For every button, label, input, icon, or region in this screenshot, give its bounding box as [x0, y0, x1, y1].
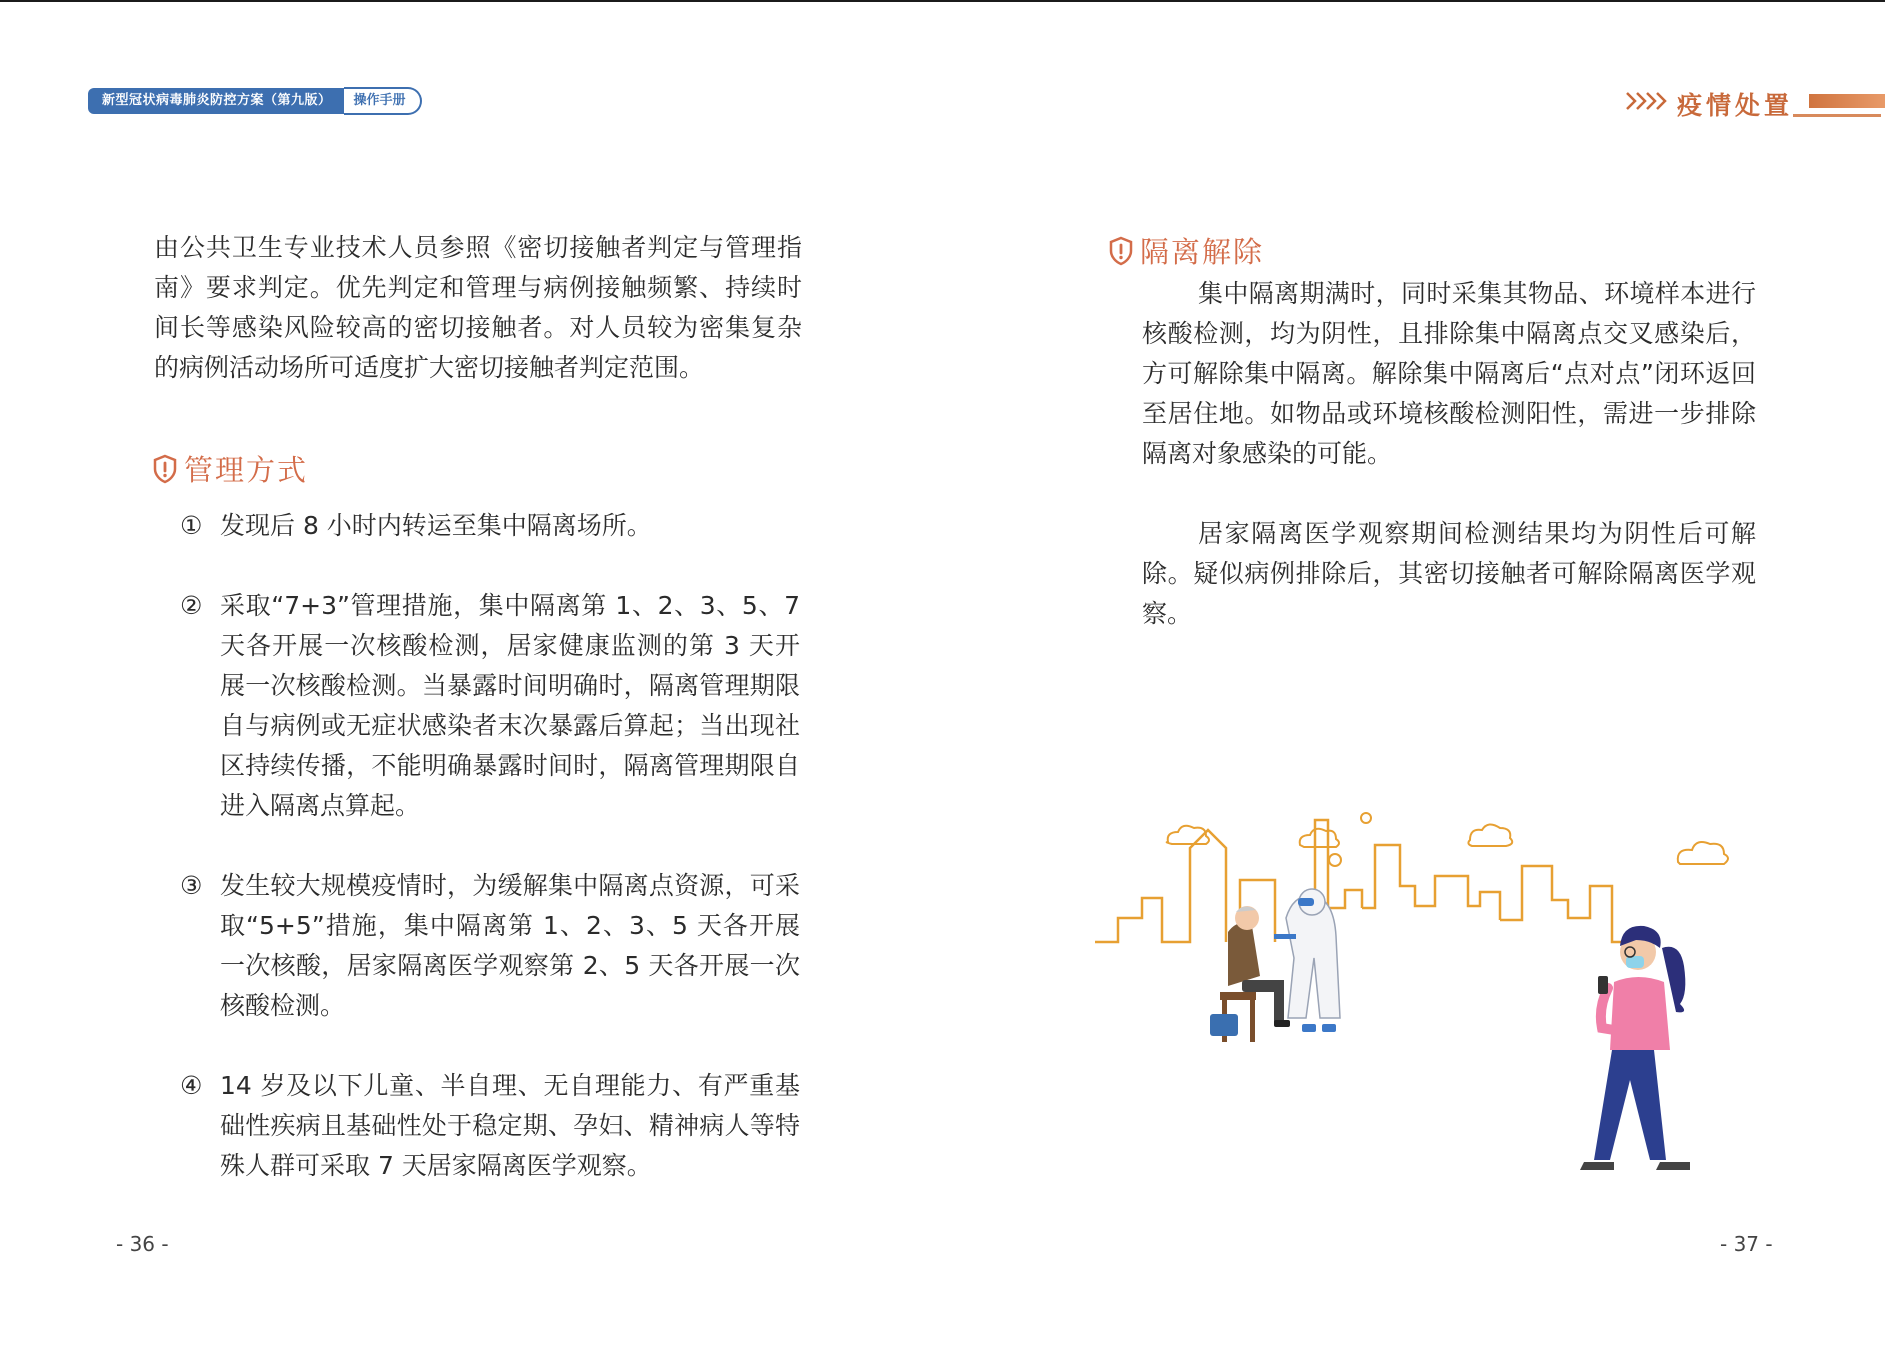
list-item-number: ②	[180, 591, 203, 620]
list-item-text: 发生较大规模疫情时，为缓解集中隔离点资源，可采取“5+5”措施，集中隔离第 1、2、3、5 天各开展一次核酸，居家隔离医学观察第 2、5 天各开展一次核酸检测。	[220, 871, 800, 1020]
list-item-number: ①	[180, 511, 203, 540]
header-accent-line	[1793, 114, 1881, 117]
section-heading-release	[1108, 230, 1264, 271]
page-number-left: - 36 -	[116, 1232, 169, 1256]
right-header	[1625, 84, 1885, 124]
section-heading-text: 管理方式	[184, 453, 309, 487]
list-item	[180, 1066, 800, 1186]
header-chapter-title: 疫情处置	[1677, 91, 1794, 120]
left-header-badge	[88, 86, 422, 116]
section-heading-management	[152, 448, 308, 489]
list-item	[180, 866, 800, 1026]
page-number-right: - 37 -	[1720, 1232, 1773, 1256]
header-book-subtitle: 操作手册	[344, 87, 422, 115]
shield-exclamation-icon	[152, 454, 178, 484]
intro-paragraph: 由公共卫生专业技术人员参照《密切接触者判定与管理指南》要求判定。优先判定和管理与病例接触频繁、持续时间长等感染风险较高的密切接触者。对人员较为密集复杂的病例活动场所可适度扩大密切接触者判定范围。	[154, 233, 802, 382]
list-item-text: 14 岁及以下儿童、半自理、无自理能力、有严重基础性疾病且基础性处于稳定期、孕妇、精神病人等特殊人群可采取 7 天居家隔离医学观察。	[220, 1071, 800, 1180]
header-accent-bar	[1809, 94, 1885, 108]
list-item-text: 采取“7+3”管理措施，集中隔离第 1、2、3、5、7 天各开展一次核酸检测，居家健康监测的第 3 天开展一次核酸检测。当暴露时间明确时，隔离管理期限自与病例或无症状感染者末次暴露后算起；当出现社区持续传播，不能明确暴露时间时，隔离管理期限自进入隔离点算起。	[220, 591, 800, 820]
list-item-number: ③	[180, 871, 203, 900]
nucleic-acid-test-illustration	[1090, 800, 1770, 1200]
list-item-number: ④	[180, 1071, 203, 1100]
release-paragraph-1: 集中隔离期满时，同时采集其物品、环境样本进行核酸检测，均为阴性，且排除集中隔离点交叉感染后，方可解除集中隔离。解除集中隔离后“点对点”闭环返回至居住地。如物品或环境核酸检测阳性，需进一步排除隔离对象感染的可能。	[1142, 279, 1756, 468]
release-paragraph-2: 居家隔离医学观察期间检测结果均为阴性后可解除。疑似病例排除后，其密切接触者可解除隔离医学观察。	[1142, 519, 1756, 628]
shield-exclamation-icon	[1108, 236, 1134, 266]
seated-person-icon	[1210, 906, 1290, 1042]
list-item-text: 发现后 8 小时内转运至集中隔离场所。	[220, 511, 652, 540]
list-item	[180, 586, 800, 826]
city-skyline-icon	[1095, 820, 1635, 942]
walking-woman-icon	[1580, 926, 1690, 1170]
header-book-title: 新型冠状病毒肺炎防控方案（第九版）	[88, 88, 344, 114]
top-border	[0, 0, 1885, 2]
section-heading-text: 隔离解除	[1140, 235, 1265, 269]
list-item	[180, 506, 800, 546]
chevron-arrows-icon	[1625, 90, 1669, 112]
